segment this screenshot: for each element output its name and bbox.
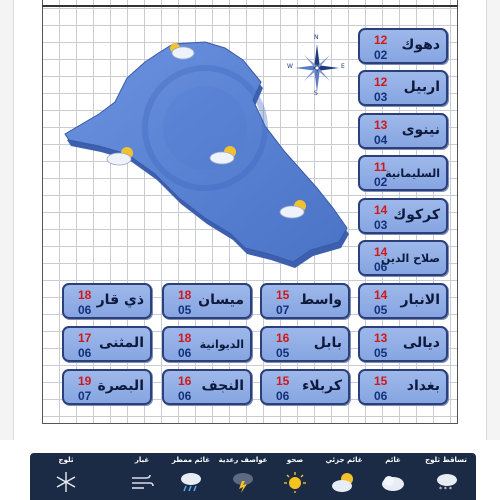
snowflake-icon	[53, 471, 79, 493]
left-margin	[0, 0, 14, 440]
legend-item-snowfall	[418, 453, 474, 500]
legend-label: عواصف رعدية	[218, 456, 268, 464]
city-name: كركوك	[393, 207, 440, 223]
compass-east-label: E	[341, 63, 345, 70]
max-temp: 14	[374, 288, 388, 302]
partly-cloudy-icon	[278, 198, 312, 220]
partly-cloudy-icon	[105, 145, 139, 167]
min-temp: 06	[78, 346, 92, 360]
city-card-dhiqar	[62, 283, 152, 319]
city-name: ديالى	[402, 335, 440, 351]
city-card-basra	[62, 369, 152, 405]
legend-item-dust	[118, 453, 166, 500]
legend-item-cloudy	[370, 453, 416, 500]
min-temp: 05	[374, 346, 388, 360]
legend-label: غائم ممطر	[171, 456, 211, 464]
cloudy-icon	[380, 471, 406, 493]
compass-north-label: N	[314, 34, 319, 41]
city-card-maysan	[162, 283, 252, 319]
min-temp: 07	[276, 303, 290, 317]
max-temp: 18	[178, 331, 192, 345]
city-name: نينوى	[401, 122, 440, 138]
city-name: النجف	[201, 378, 244, 394]
min-temp: 03	[374, 218, 388, 232]
min-temp: 06	[78, 303, 92, 317]
snowfall-cloud-icon	[433, 471, 459, 493]
min-temp: 05	[374, 303, 388, 317]
max-temp: 14	[374, 203, 388, 217]
city-card-babil	[260, 326, 350, 362]
legend-item-thunderstorm	[216, 453, 270, 500]
min-temp: 03	[374, 90, 388, 104]
legend-item-sunny	[272, 453, 318, 500]
dust-icon	[129, 471, 155, 493]
partly-cloudy-icon	[166, 40, 196, 60]
max-temp: 12	[374, 33, 388, 47]
max-temp: 17	[78, 331, 92, 345]
thunderstorm-icon	[230, 471, 256, 493]
legend-item-rainy	[168, 453, 214, 500]
legend-label: ثلوج	[58, 456, 74, 464]
min-temp: 02	[374, 48, 388, 62]
city-name: صلاح الدين	[380, 252, 440, 265]
city-card-duhok	[358, 28, 448, 64]
city-card-anbar	[358, 283, 448, 319]
city-card-salahaddin	[358, 240, 448, 276]
rainy-cloud-icon	[178, 471, 204, 493]
max-temp: 18	[178, 288, 192, 302]
weather-legend	[30, 453, 476, 500]
city-card-wasit	[260, 283, 350, 319]
city-name: الانبار	[400, 292, 440, 308]
max-temp: 14	[374, 245, 388, 259]
min-temp: 04	[374, 133, 388, 147]
legend-label: غائم جزئي	[325, 456, 363, 464]
min-temp: 06	[374, 389, 388, 403]
city-name: ذي قار	[96, 292, 144, 308]
max-temp: 19	[78, 374, 92, 388]
min-temp: 05	[276, 346, 290, 360]
max-temp: 13	[374, 331, 388, 345]
min-temp: 07	[78, 389, 92, 403]
city-card-muthanna	[62, 326, 152, 362]
right-margin	[486, 0, 500, 440]
city-name: السليمانية	[385, 167, 440, 180]
city-card-najaf	[162, 369, 252, 405]
city-name: دهوك	[401, 37, 440, 53]
city-name: واسط	[299, 292, 342, 308]
frame-top-border	[42, 5, 458, 7]
min-temp: 06	[374, 260, 388, 274]
max-temp: 15	[276, 374, 290, 388]
city-card-diwaniyah	[162, 326, 252, 362]
city-card-karbala	[260, 369, 350, 405]
legend-item-partly-cloudy	[320, 453, 368, 500]
city-card-sulaymaniyah	[358, 155, 448, 191]
city-name: اربيل	[403, 79, 440, 95]
city-card-nineveh	[358, 113, 448, 149]
city-name: ميسان	[198, 292, 244, 308]
legend-label: غبار	[134, 456, 150, 464]
legend-label: غائم	[385, 456, 401, 464]
max-temp: 15	[276, 288, 290, 302]
legend-label: تساقط ثلوج	[425, 456, 467, 464]
city-name: كربلاء	[302, 378, 342, 394]
min-temp: 06	[178, 346, 192, 360]
max-temp: 18	[78, 288, 92, 302]
city-name: بابل	[313, 335, 342, 351]
city-name: الديوانية	[199, 338, 244, 351]
max-temp: 16	[276, 331, 290, 345]
legend-item-snow	[38, 453, 94, 500]
compass-south-label: S	[314, 90, 318, 97]
partly-cloudy-icon	[208, 144, 242, 166]
compass-rose-icon	[292, 40, 342, 96]
city-name: البصرة	[97, 378, 144, 394]
partly-cloudy-icon	[331, 471, 357, 493]
legend-label: صحو	[286, 456, 304, 464]
max-temp: 13	[374, 118, 388, 132]
svg-text:* * *: * * *	[439, 486, 452, 493]
city-name: بغداد	[406, 378, 440, 394]
city-name: المثنى	[98, 335, 144, 351]
city-card-baghdad	[358, 369, 448, 405]
max-temp: 11	[374, 160, 387, 174]
min-temp: 02	[374, 175, 388, 189]
sunny-icon	[282, 471, 308, 493]
city-card-erbil	[358, 70, 448, 106]
min-temp: 06	[276, 389, 290, 403]
max-temp: 16	[178, 374, 192, 388]
city-card-kirkuk	[358, 198, 448, 234]
min-temp: 06	[178, 389, 192, 403]
city-card-diyala	[358, 326, 448, 362]
max-temp: 12	[374, 75, 388, 89]
min-temp: 05	[178, 303, 192, 317]
compass-west-label: W	[287, 63, 293, 70]
max-temp: 15	[374, 374, 388, 388]
